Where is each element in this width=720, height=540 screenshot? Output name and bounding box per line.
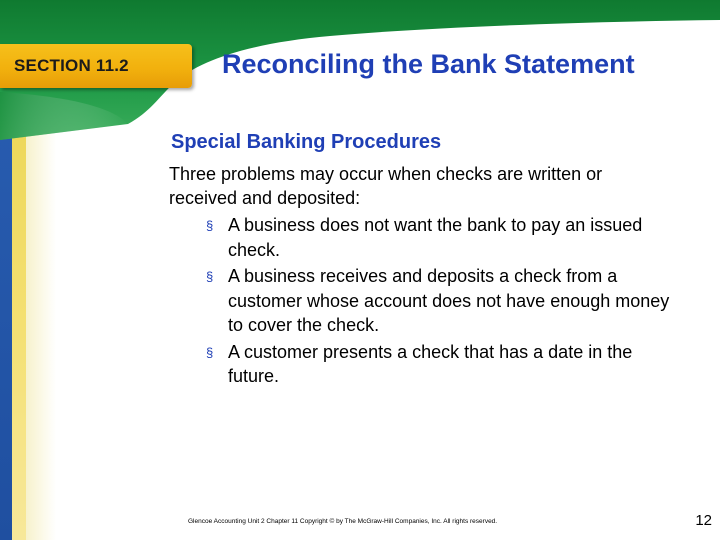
bullet-text: A business receives and deposits a check from a customer whose account does not have enough money to cover the check. [228,266,670,335]
bullet-marker-icon: § [206,269,214,284]
intro-text: Three problems may occur when checks are written or received and deposited: [169,164,603,208]
bullet-text: A business does not want the bank to pay an issued check. [228,215,643,260]
bullet-list [190,213,670,391]
footer-credit: Glencoe Accounting Unit 2 Chapter 11 Copyright © by The McGraw-Hill Companies, Inc. All rights reserved. [188,518,498,525]
page-number: 12 [695,512,712,529]
bullet-item [190,340,670,389]
bullet-item [190,264,670,338]
section-label: SECTION 11.2 [14,56,129,75]
bullet-text: A customer presents a check that has a date in the future. [228,341,633,386]
section-badge [0,44,192,88]
slide-subtitle: Special Banking Procedures [171,131,442,153]
bullet-item [190,213,670,262]
bullet-marker-icon: § [206,218,214,233]
bullet-marker-icon: § [206,344,214,360]
slide-title: Reconciling the Bank Statement [222,49,635,79]
